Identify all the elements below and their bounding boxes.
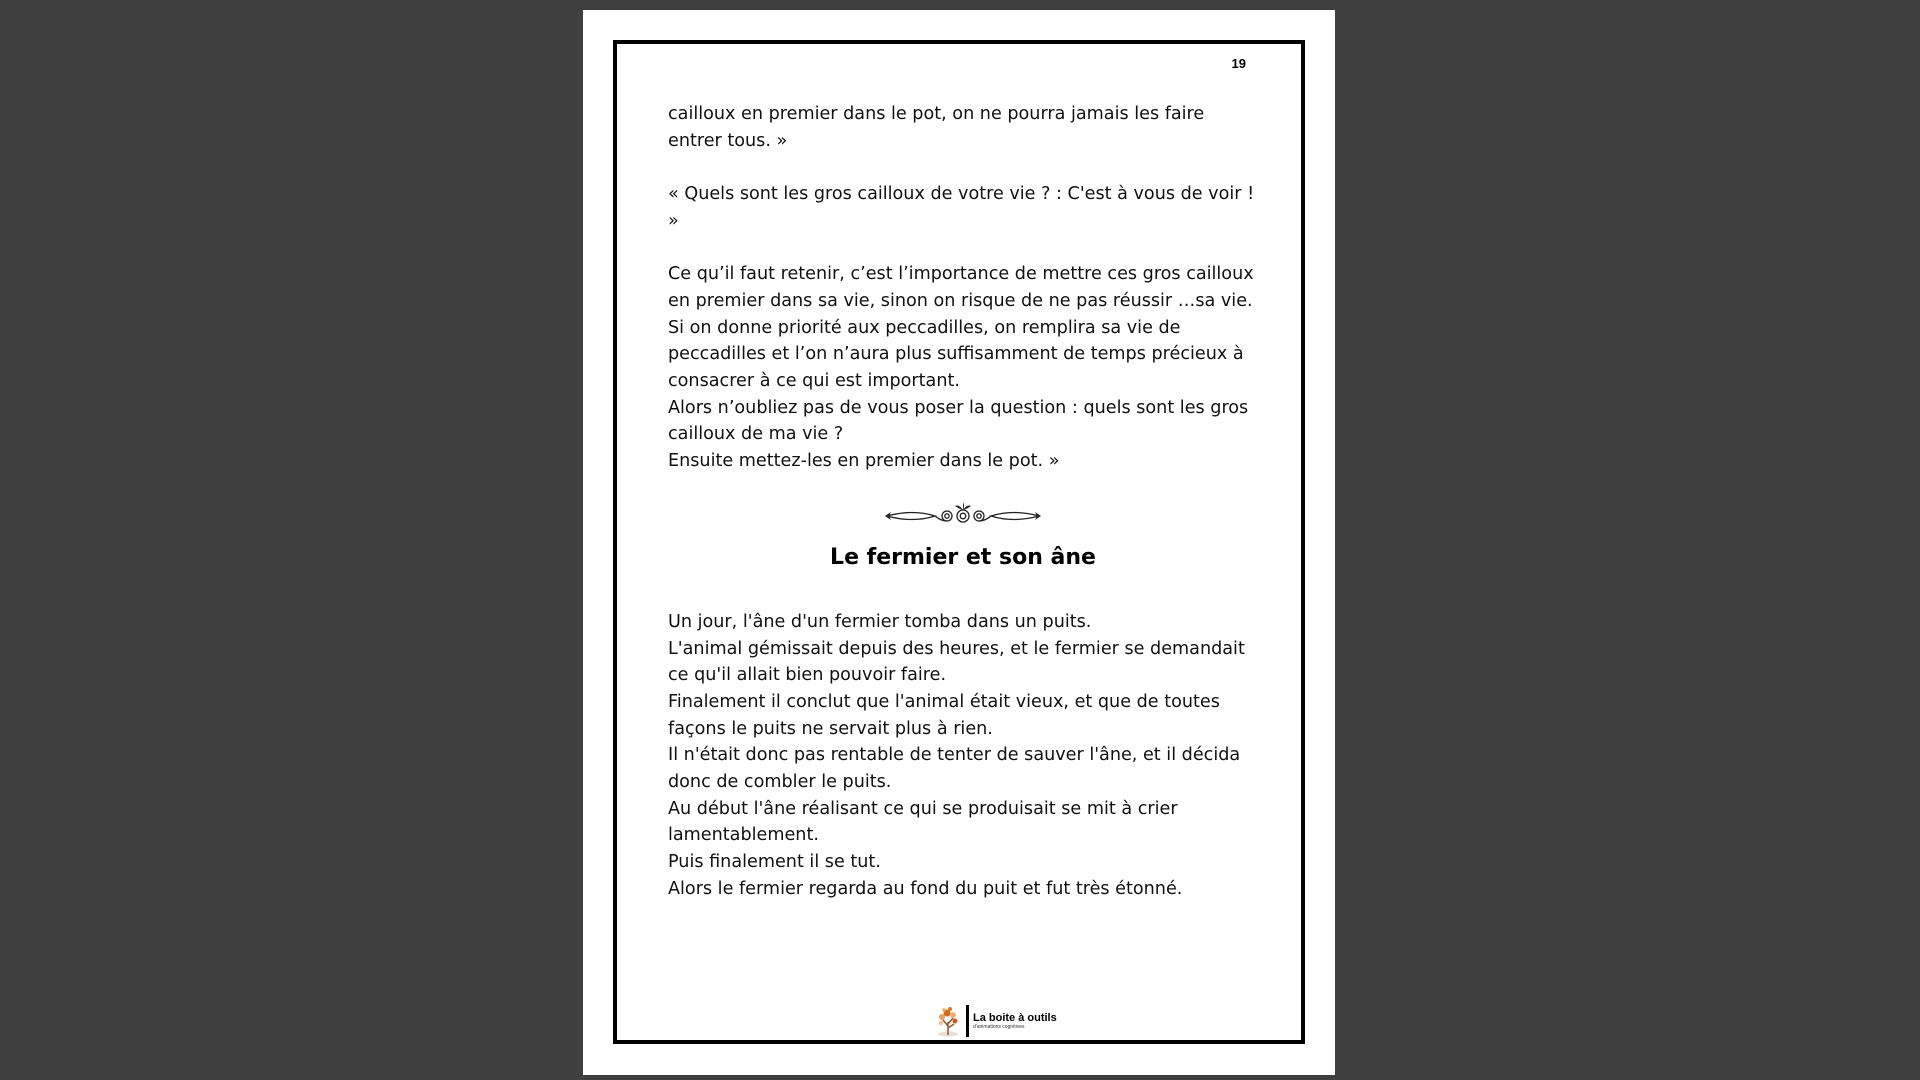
paragraph-block-1 <box>668 101 1258 154</box>
publisher-logo <box>933 1004 1063 1038</box>
text-line: Ce qu’il faut retenir, c’est l’importance de mettre ces gros cailloux en premier dans sa vie, sinon on risque de ne pas réussir …sa vie. <box>668 264 1254 311</box>
text-line: Un jour, l'âne d'un fermier tomba dans un puits. <box>668 611 1092 632</box>
paragraph-block-2 <box>668 181 1258 234</box>
text-line: L'animal gémissait depuis des heures, et le fermier se demandait ce qu'il allait bien pouvoir faire. <box>668 638 1245 686</box>
paragraph-block-3 <box>668 261 1258 475</box>
text-line: Finalement il conclut que l'animal était vieux, et que de toutes façons le puits ne servait plus à rien. <box>668 691 1220 739</box>
text-line: Ensuite mettez-les en premier dans le pot. » <box>668 451 1060 472</box>
text-line: cailloux en premier dans le pot, on ne pourra jamais les faire entrer tous. » <box>668 104 1205 151</box>
text-line: Alors n’oubliez pas de vous poser la question : quels sont les gros cailloux de ma vie ? <box>668 397 1249 445</box>
text-line: Alors le fermier regarda au fond du puit et fut très étonné. <box>668 878 1183 899</box>
logo-title: La boite à outils <box>973 1011 1057 1024</box>
story-title: Le fermier et son âne <box>830 544 1096 570</box>
text-line: Si on donne priorité aux peccadilles, on remplira sa vie de peccadilles et l’on n’aura plus suffisamment de temps précieux à consacrer à ce qui est important. <box>668 317 1244 391</box>
logo-text <box>973 1013 1057 1030</box>
logo-subtitle: d'animations cognitives <box>973 1023 1025 1030</box>
text-line: Il n'était donc pas rentable de tenter de sauver l'âne, et il décida donc de combler le puits. <box>668 745 1241 793</box>
tree-logo-icon <box>933 1004 963 1038</box>
text-line: « Quels sont les gros cailloux de votre vie ? : C'est à vous de voir ! » <box>668 184 1255 231</box>
logo-divider <box>966 1005 969 1037</box>
text-line: Puis finalement il se tut. <box>668 852 881 873</box>
story-block <box>668 609 1258 903</box>
text-line: Au début l'âne réalisant ce qui se produisait se mit à crier lamentablement. <box>668 798 1178 846</box>
page-number: 19 <box>1231 56 1246 71</box>
document-page <box>583 10 1335 1075</box>
page-content <box>668 101 1258 903</box>
flourish-divider-icon <box>883 501 1043 531</box>
